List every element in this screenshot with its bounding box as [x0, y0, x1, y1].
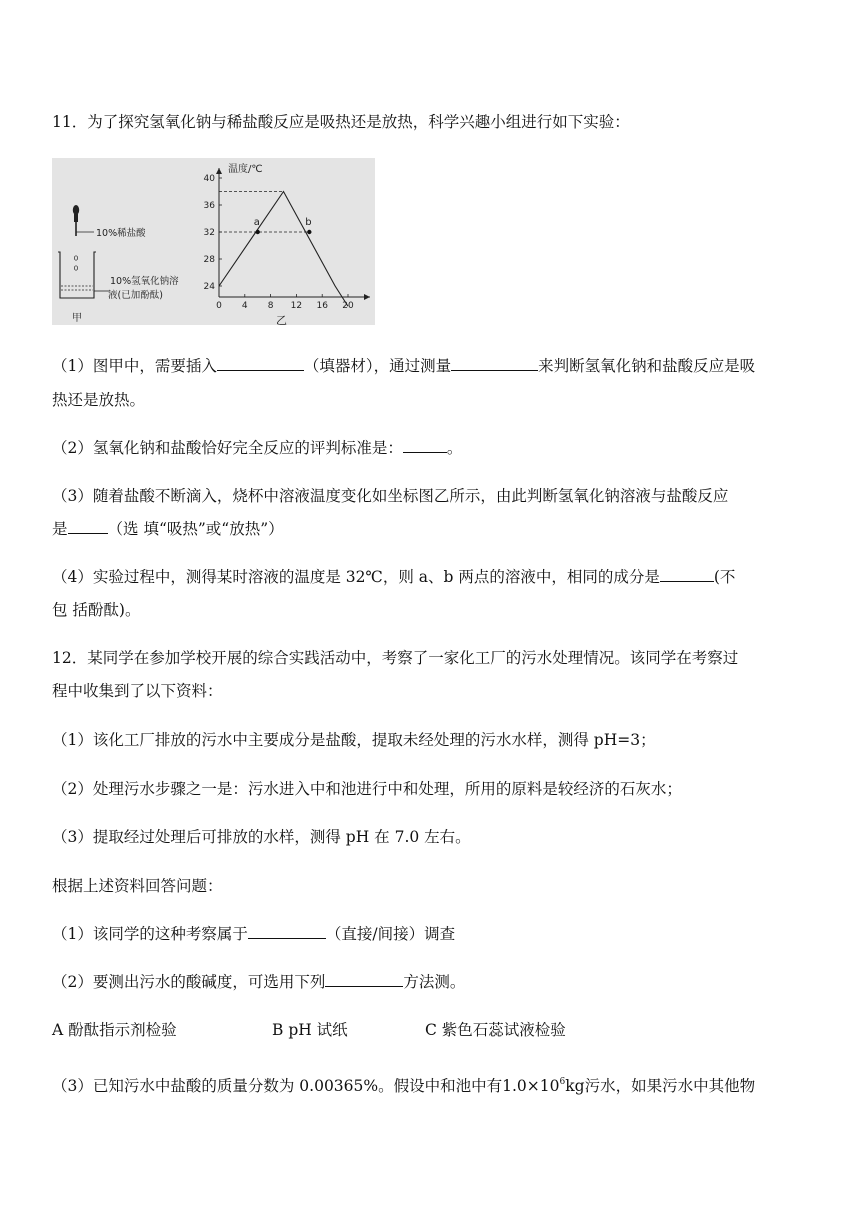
q12-a3 — [52, 1072, 755, 1096]
q12-a3-text-a: （3）已知污水中盐酸的质量分数为 0.00365%。假设中和池中有 — [52, 1077, 503, 1095]
q12-a2-text-b: 方法测。 — [403, 973, 466, 991]
q12-option-c: C 紫色石蕊试液检验 — [425, 1021, 566, 1039]
q11-s2 — [52, 438, 462, 458]
q12-a1 — [52, 924, 455, 944]
q12-title-line1: 12．某同学在参加学校开展的综合实践活动中，考察了一家化工厂的污水处理情况。该同学在考察过 — [52, 649, 739, 667]
q12-a2 — [52, 972, 465, 992]
caption-jia: 甲 — [72, 313, 82, 324]
q12-a3-unit: kg — [565, 1077, 585, 1095]
q12-option-a: A 酚酞指示剂检验 — [52, 1021, 177, 1039]
q12-a1-text-a: （1）该同学的这种考察属于 — [52, 925, 248, 943]
q12-prompt: 根据上述资料回答问题： — [52, 877, 223, 895]
x-tick-label: 4 — [241, 301, 248, 311]
q12-a1-text-b: （直接/间接）调查 — [325, 925, 456, 943]
q11-s2-text-a: （2）氢氧化钠和盐酸恰好完全反应的评判标准是： — [52, 439, 403, 457]
point-a — [256, 230, 260, 234]
q12-a3-mass: 1.0×10 — [502, 1077, 560, 1095]
q12-material-3: （3）提取经过处理后可排放的水样，测得 pH 在 7.0 左右。 — [52, 828, 471, 846]
x-tick-label: 20 — [342, 301, 354, 311]
q12-a2-text-a: （2）要测出污水的酸碱度，可选用下列 — [52, 973, 326, 991]
q11-s2-text-b: 。 — [446, 439, 463, 457]
q11-s1-blank-1[interactable] — [217, 356, 304, 371]
caption-yi: 乙 — [276, 314, 287, 325]
q11-s4-text-a: （4）实验过程中，测得某时溶液的温度是 32℃，则 a、b 两点的溶液中，相同的成分是 — [52, 568, 660, 586]
q11-s1-text-b: （填器材），通过测量 — [303, 357, 452, 375]
point-label-a: a — [253, 217, 260, 228]
q12-a2-blank[interactable] — [325, 972, 403, 987]
q11-s4-line1 — [52, 567, 735, 587]
q11-title: 11．为了探究氢氧化钠与稀盐酸反应是吸热还是放热，科学兴趣小组进行如下实验： — [52, 113, 630, 131]
temperature-chart — [204, 162, 370, 311]
q11-s1-text-c: 来判断氢氧化钠和盐酸反应是吸 — [538, 357, 756, 375]
q11-s4-text-b: (不 — [713, 568, 736, 586]
x-tick-label: 12 — [290, 301, 303, 311]
q11-s2-blank[interactable] — [403, 438, 447, 453]
beaker-label-1: 10%氢氧化钠溶 — [110, 276, 179, 287]
q12-a1-blank[interactable] — [248, 924, 326, 939]
dropper-icon — [73, 205, 94, 236]
x-axis-arrow — [364, 294, 370, 300]
dropper-label: 10%稀盐酸 — [96, 228, 146, 239]
q12-material-1: （1）该化工厂排放的污水中主要成分是盐酸，提取未经处理的污水水样，测得 pH=3； — [52, 731, 656, 749]
q11-s1-text-a: （1）图甲中，需要插入 — [52, 357, 217, 375]
q11-s3-line1: （3）随着盐酸不断滴入，烧杯中溶液温度变化如坐标图乙所示，由此判断氢氧化钠溶液与盐酸反应 — [52, 487, 729, 505]
q11-s1-line2: 热还是放热。 — [52, 391, 146, 409]
point-b — [307, 230, 311, 234]
q11-s3-text-c: （选 填“吸热”或“放热”） — [107, 520, 284, 538]
q12-option-b: B pH 试纸 — [272, 1021, 348, 1039]
q11-s3-blank[interactable] — [68, 519, 108, 534]
q11-s4-blank[interactable] — [660, 567, 714, 582]
x-tick-label: 16 — [316, 301, 328, 311]
q11-figure — [52, 158, 375, 325]
x-tick-label: 8 — [267, 301, 274, 311]
y-axis-arrow — [216, 168, 222, 174]
q11-s3-line2 — [52, 519, 284, 539]
y-tick-label: 36 — [203, 201, 215, 211]
beaker-icon — [58, 252, 110, 298]
q12-material-2: （2）处理污水步骤之一是：污水进入中和池进行中和处理，所用的原料是较经济的石灰水； — [52, 780, 682, 798]
y-axis-label: 温度/℃ — [228, 164, 263, 175]
y-tick-label: 24 — [203, 282, 215, 292]
y-tick-label: 32 — [203, 228, 215, 238]
q11-s1-blank-2[interactable] — [451, 356, 538, 371]
q11-s4-line2: 包 括酚酞)。 — [52, 601, 141, 619]
point-label-b: b — [305, 217, 312, 228]
y-tick-label: 28 — [203, 255, 215, 265]
q11-s1-line1 — [52, 356, 755, 376]
temperature-line — [219, 192, 348, 307]
y-tick-label: 40 — [203, 174, 215, 184]
x-tick-label: 0 — [216, 301, 222, 311]
q11-s3-text-b: 是 — [52, 520, 68, 538]
q12-a3-exponent: 6 — [559, 1077, 566, 1087]
q12-title-line2: 程中收集到了以下资料： — [52, 682, 223, 700]
q12-a3-text-b: 污水，如果污水中其他物 — [584, 1077, 756, 1095]
beaker-label-2: 液(已加酚酞) — [108, 290, 163, 301]
